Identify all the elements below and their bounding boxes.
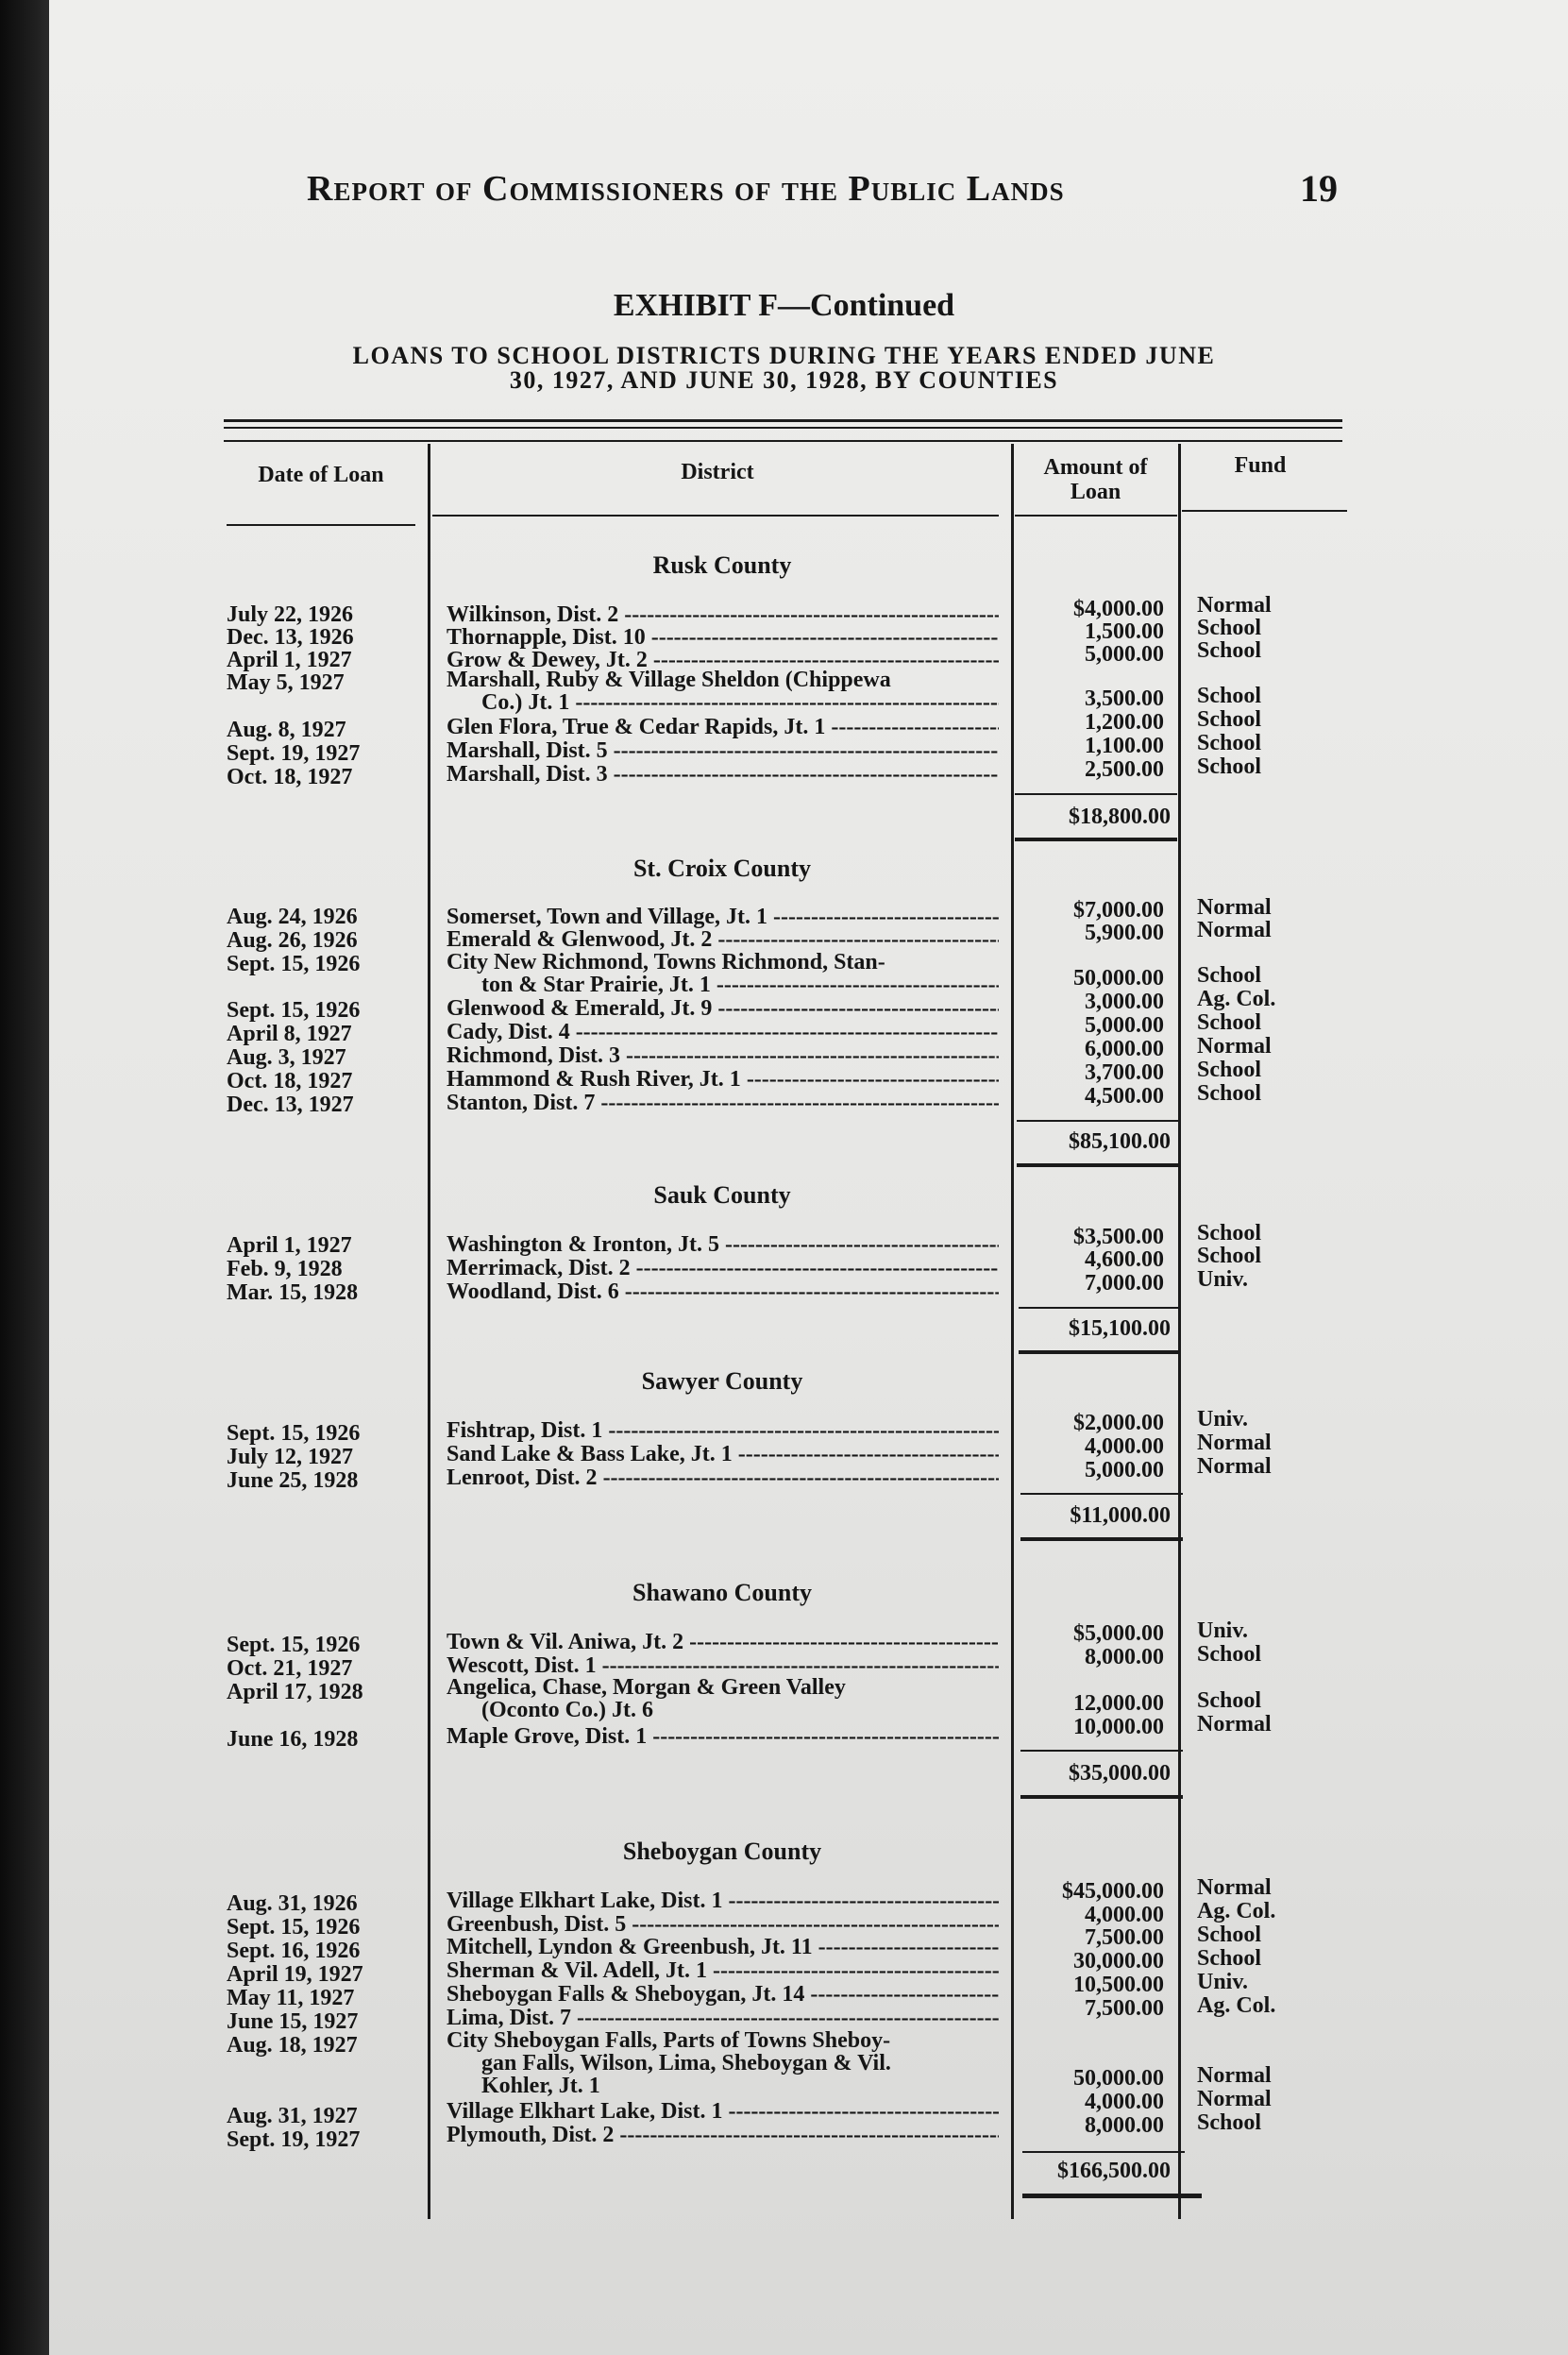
table-top-rule — [224, 419, 1342, 422]
loan-fund: Normal — [1197, 1431, 1272, 1455]
subtotal-rule — [1015, 793, 1177, 795]
loan-district: Stanton, Dist. 7 ----- — [447, 1091, 999, 1116]
loan-district: Village Elkhart Lake, Dist. 1 ----- — [447, 2099, 999, 2125]
exhibit-title: EXHIBIT F—Continued — [613, 288, 955, 323]
loan-fund: Ag. Col. — [1197, 1899, 1276, 1923]
loan-amount: 1,200.00 — [1085, 710, 1164, 735]
loan-district: Maple Grove, Dist. 1 ----- — [447, 1724, 999, 1750]
loan-fund: Normal — [1197, 1034, 1272, 1059]
loan-district: Angelica, Chase, Morgan & Green Valley — [447, 1675, 846, 1700]
loan-district: Grow & Dewey, Jt. 2 ----- — [447, 648, 999, 673]
loan-district: City Sheboygan Falls, Parts of Towns Sheboy- — [447, 2028, 891, 2053]
loan-fund: School — [1197, 707, 1262, 732]
loan-date: Sept. 16, 1926 — [227, 1939, 361, 1963]
loan-amount: $45,000.00 — [1062, 1879, 1164, 1904]
loan-date: May 5, 1927 — [227, 670, 345, 695]
total-double-rule — [1020, 1537, 1183, 1541]
loan-district: Village Elkhart Lake, Dist. 1 ----- — [447, 1889, 999, 1914]
loan-district: Marshall, Ruby & Village Sheldon (Chippewa — [447, 668, 891, 692]
loan-district: Mitchell, Lyndon & Greenbush, Jt. 11 ----- — [447, 1935, 999, 1960]
county-total: $11,000.00 — [1070, 1503, 1171, 1528]
loan-district: Wilkinson, Dist. 2 ----- — [447, 602, 999, 628]
column-header-amount-line-1: Amount of — [1043, 455, 1148, 480]
loan-fund: Ag. Col. — [1197, 1993, 1276, 2018]
loan-fund: School — [1197, 616, 1262, 640]
loan-date: Aug. 31, 1927 — [227, 2104, 358, 2128]
loan-amount: 5,000.00 — [1085, 1013, 1164, 1038]
county-heading: Sauk County — [653, 1181, 791, 1209]
loan-amount: 4,600.00 — [1085, 1247, 1164, 1272]
loan-fund: School — [1197, 1221, 1262, 1245]
loan-amount: 8,000.00 — [1085, 2113, 1164, 2138]
loan-fund: School — [1197, 1010, 1262, 1035]
loan-date: April 1, 1927 — [227, 648, 352, 672]
county-heading: St. Croix County — [632, 855, 812, 882]
loan-fund: School — [1197, 1688, 1262, 1713]
loan-district: Sherman & Vil. Adell, Jt. 1 ----- — [447, 1958, 999, 1984]
loan-amount: 12,000.00 — [1073, 1691, 1164, 1716]
loan-date: Oct. 18, 1927 — [227, 1069, 353, 1093]
loan-amount: 50,000.00 — [1073, 2066, 1164, 2091]
header-underline-amount — [1015, 515, 1177, 517]
loan-amount: 1,100.00 — [1085, 734, 1164, 758]
loan-date: Sept. 15, 1926 — [227, 998, 361, 1023]
loan-district-continued-2: Kohler, Jt. 1 — [481, 2074, 600, 2098]
column-header-amount-line-2: Loan — [1070, 480, 1121, 504]
loan-date: June 16, 1928 — [227, 1727, 359, 1752]
loan-district-continued: gan Falls, Wilson, Lima, Sheboygan & Vil. — [481, 2051, 891, 2075]
loan-district: Plymouth, Dist. 2 ----- — [447, 2123, 999, 2148]
subtotal-rule — [1020, 1750, 1183, 1752]
loan-district: Town & Vil. Aniwa, Jt. 2 ----- — [447, 1630, 999, 1655]
loan-district: Emerald & Glenwood, Jt. 2 ----- — [447, 927, 999, 953]
loan-date: June 15, 1927 — [227, 2009, 359, 2034]
total-double-rule — [1019, 1350, 1181, 1354]
loan-amount: 5,900.00 — [1085, 921, 1164, 945]
total-double-rule — [1020, 1795, 1183, 1799]
loan-district: Merrimack, Dist. 2 ----- — [447, 1256, 999, 1281]
loan-date: Oct. 18, 1927 — [227, 765, 353, 789]
loan-amount: 50,000.00 — [1073, 966, 1164, 991]
loan-district-continued: (Oconto Co.) Jt. 6 — [481, 1698, 653, 1722]
loan-date: Sept. 19, 1927 — [227, 2127, 361, 2152]
loan-district: Sand Lake & Bass Lake, Jt. 1 ----- — [447, 1442, 999, 1467]
loan-fund: School — [1197, 1081, 1262, 1106]
total-double-rule — [1017, 1163, 1179, 1167]
county-heading: Sheboygan County — [622, 1838, 822, 1865]
column-header-fund: Fund — [1234, 453, 1287, 478]
loan-district: Lima, Dist. 7 ----- — [447, 2006, 999, 2031]
loan-amount: 3,700.00 — [1085, 1060, 1164, 1085]
loan-date: July 22, 1926 — [227, 602, 354, 627]
loan-amount: 5,000.00 — [1085, 1458, 1164, 1482]
loan-fund: School — [1197, 1642, 1262, 1667]
loan-amount: 3,500.00 — [1085, 686, 1164, 711]
loan-date: Sept. 15, 1926 — [227, 952, 361, 976]
loan-date: Dec. 13, 1927 — [227, 1093, 354, 1117]
table-top-rule-inner — [224, 440, 1342, 442]
loan-amount: 3,000.00 — [1085, 990, 1164, 1014]
loan-fund: Normal — [1197, 2063, 1272, 2088]
subtotal-rule — [1019, 1307, 1181, 1309]
loan-fund: Normal — [1197, 2087, 1272, 2111]
loan-fund: School — [1197, 754, 1262, 779]
county-total: $85,100.00 — [1069, 1129, 1171, 1154]
loan-fund: Normal — [1197, 895, 1272, 920]
total-double-rule — [1015, 838, 1177, 841]
loan-fund: Normal — [1197, 1875, 1272, 1900]
loan-amount: 30,000.00 — [1073, 1949, 1164, 1974]
loan-date: April 19, 1927 — [227, 1962, 363, 1987]
loan-district: Glenwood & Emerald, Jt. 9 ----- — [447, 996, 999, 1022]
column-divider-amount-fund — [1178, 444, 1181, 2219]
column-divider-district-amount — [1011, 444, 1014, 2219]
total-double-rule — [1022, 2194, 1202, 2198]
loan-date: Aug. 24, 1926 — [227, 905, 358, 929]
loan-date: Aug. 31, 1926 — [227, 1891, 358, 1916]
loan-district: Hammond & Rush River, Jt. 1 ----- — [447, 1067, 999, 1093]
header-underline-district — [432, 515, 999, 517]
loan-district: Woodland, Dist. 6 ----- — [447, 1279, 999, 1305]
county-heading: Sawyer County — [641, 1367, 803, 1395]
county-total: $35,000.00 — [1069, 1761, 1171, 1786]
column-header-district: District — [681, 460, 754, 484]
loan-district: City New Richmond, Towns Richmond, Stan- — [447, 950, 885, 974]
loan-fund: School — [1197, 1923, 1262, 1947]
loan-date: April 8, 1927 — [227, 1022, 352, 1046]
loan-date: Aug. 26, 1926 — [227, 928, 358, 953]
loan-date: April 1, 1927 — [227, 1233, 352, 1258]
loan-amount: $5,000.00 — [1073, 1621, 1164, 1646]
county-total: $166,500.00 — [1057, 2159, 1171, 2183]
loan-fund: Univ. — [1197, 1618, 1249, 1643]
page-number: 19 — [1300, 167, 1338, 210]
loan-amount: 7,500.00 — [1085, 1925, 1164, 1950]
header-underline-fund — [1182, 510, 1347, 512]
loan-date: Aug. 8, 1927 — [227, 718, 346, 742]
loan-amount: 5,000.00 — [1085, 642, 1164, 667]
loan-fund: Univ. — [1197, 1970, 1249, 1994]
loan-amount: 6,000.00 — [1085, 1037, 1164, 1061]
loan-date: Aug. 18, 1927 — [227, 2033, 358, 2058]
loan-district: Washington & Ironton, Jt. 5 ----- — [447, 1232, 999, 1258]
loan-fund: School — [1197, 731, 1262, 755]
loan-district: Sheboygan Falls & Sheboygan, Jt. 14 ----- — [447, 1982, 999, 2008]
loan-date: April 17, 1928 — [227, 1680, 363, 1704]
county-heading: Rusk County — [652, 551, 792, 579]
loan-amount: 4,000.00 — [1085, 1434, 1164, 1459]
loan-amount: 7,500.00 — [1085, 1996, 1164, 2021]
loan-date: Mar. 15, 1928 — [227, 1280, 359, 1305]
loan-district: Marshall, Dist. 5 ----- — [447, 738, 999, 764]
loan-district: Wescott, Dist. 1 ----- — [447, 1653, 999, 1679]
loan-date: Oct. 21, 1927 — [227, 1656, 353, 1681]
exhibit-subtitle-line-1: LOANS TO SCHOOL DISTRICTS DURING THE YEARS ENDED JUNE — [352, 342, 1216, 369]
loan-date: Sept. 15, 1926 — [227, 1421, 361, 1446]
subtotal-rule — [1020, 1493, 1183, 1495]
loan-date: Feb. 9, 1928 — [227, 1257, 343, 1281]
loan-fund: Normal — [1197, 1454, 1272, 1479]
loan-fund: School — [1197, 963, 1262, 988]
header-underline-date — [227, 524, 415, 526]
subtotal-rule — [1022, 2151, 1185, 2153]
loan-fund: Univ. — [1197, 1267, 1249, 1292]
loan-amount: $7,000.00 — [1073, 898, 1164, 923]
loan-amount: $2,000.00 — [1073, 1411, 1164, 1435]
loan-date: Sept. 19, 1927 — [227, 741, 361, 766]
loan-amount: 4,500.00 — [1085, 1084, 1164, 1109]
loan-district: Cady, Dist. 4 ----- — [447, 1020, 999, 1045]
loan-district: Marshall, Dist. 3 ----- — [447, 762, 999, 788]
loan-district-continued: ton & Star Prairie, Jt. 1 ----- — [481, 973, 999, 998]
loan-fund: School — [1197, 2110, 1262, 2135]
loan-date: Sept. 15, 1926 — [227, 1633, 361, 1657]
loan-district: Richmond, Dist. 3 ----- — [447, 1043, 999, 1069]
loan-date: July 12, 1927 — [227, 1445, 354, 1469]
running-head — [307, 168, 1345, 225]
loan-fund: Normal — [1197, 593, 1272, 618]
loan-fund: School — [1197, 1244, 1262, 1268]
loan-date: Sept. 15, 1926 — [227, 1915, 361, 1940]
loan-amount: $3,500.00 — [1073, 1225, 1164, 1249]
column-header-date: Date of Loan — [258, 463, 384, 487]
loan-fund: School — [1197, 638, 1262, 663]
loan-date: Dec. 13, 1926 — [227, 625, 354, 650]
loan-district: Thornapple, Dist. 10 ----- — [447, 625, 999, 651]
loan-date: June 25, 1928 — [227, 1468, 359, 1493]
loan-amount: 8,000.00 — [1085, 1645, 1164, 1669]
loan-fund: Univ. — [1197, 1407, 1249, 1432]
loan-amount: 4,000.00 — [1085, 2090, 1164, 2114]
loan-amount: 1,500.00 — [1085, 619, 1164, 644]
table-top-rule-thin — [224, 427, 1342, 429]
loan-fund: School — [1197, 1946, 1262, 1971]
loan-district: Fishtrap, Dist. 1 ----- — [447, 1418, 999, 1444]
loan-district: Lenroot, Dist. 2 ----- — [447, 1466, 999, 1491]
loan-amount: 2,500.00 — [1085, 757, 1164, 782]
loan-fund: Ag. Col. — [1197, 987, 1276, 1011]
loan-amount: 7,000.00 — [1085, 1271, 1164, 1296]
loan-fund: School — [1197, 684, 1262, 708]
county-total: $18,800.00 — [1069, 805, 1171, 829]
loan-amount: 10,000.00 — [1073, 1715, 1164, 1739]
subtotal-rule — [1017, 1120, 1179, 1122]
column-divider-date-district — [428, 444, 430, 2219]
exhibit-subtitle-line-2: 30, 1927, AND JUNE 30, 1928, BY COUNTIES — [509, 366, 1059, 394]
loan-fund: Normal — [1197, 1712, 1272, 1737]
loan-fund: Normal — [1197, 918, 1272, 942]
loan-amount: 10,500.00 — [1073, 1973, 1164, 1997]
loan-fund: School — [1197, 1058, 1262, 1082]
loan-date: May 11, 1927 — [227, 1986, 355, 2010]
loan-district-continued: Co.) Jt. 1 ----- — [481, 690, 999, 716]
loan-district: Somerset, Town and Village, Jt. 1 ----- — [447, 905, 999, 930]
loan-date: Aug. 3, 1927 — [227, 1045, 346, 1070]
running-head-title: Report of Commissioners of the Public Lands — [307, 169, 1065, 209]
loan-amount: $4,000.00 — [1073, 597, 1164, 621]
loan-district: Greenbush, Dist. 5 ----- — [447, 1912, 999, 1938]
county-heading: Shawano County — [632, 1579, 812, 1606]
loan-amount: 4,000.00 — [1085, 1903, 1164, 1927]
county-total: $15,100.00 — [1069, 1316, 1171, 1341]
loan-district: Glen Flora, True & Cedar Rapids, Jt. 1 ----- — [447, 715, 999, 740]
